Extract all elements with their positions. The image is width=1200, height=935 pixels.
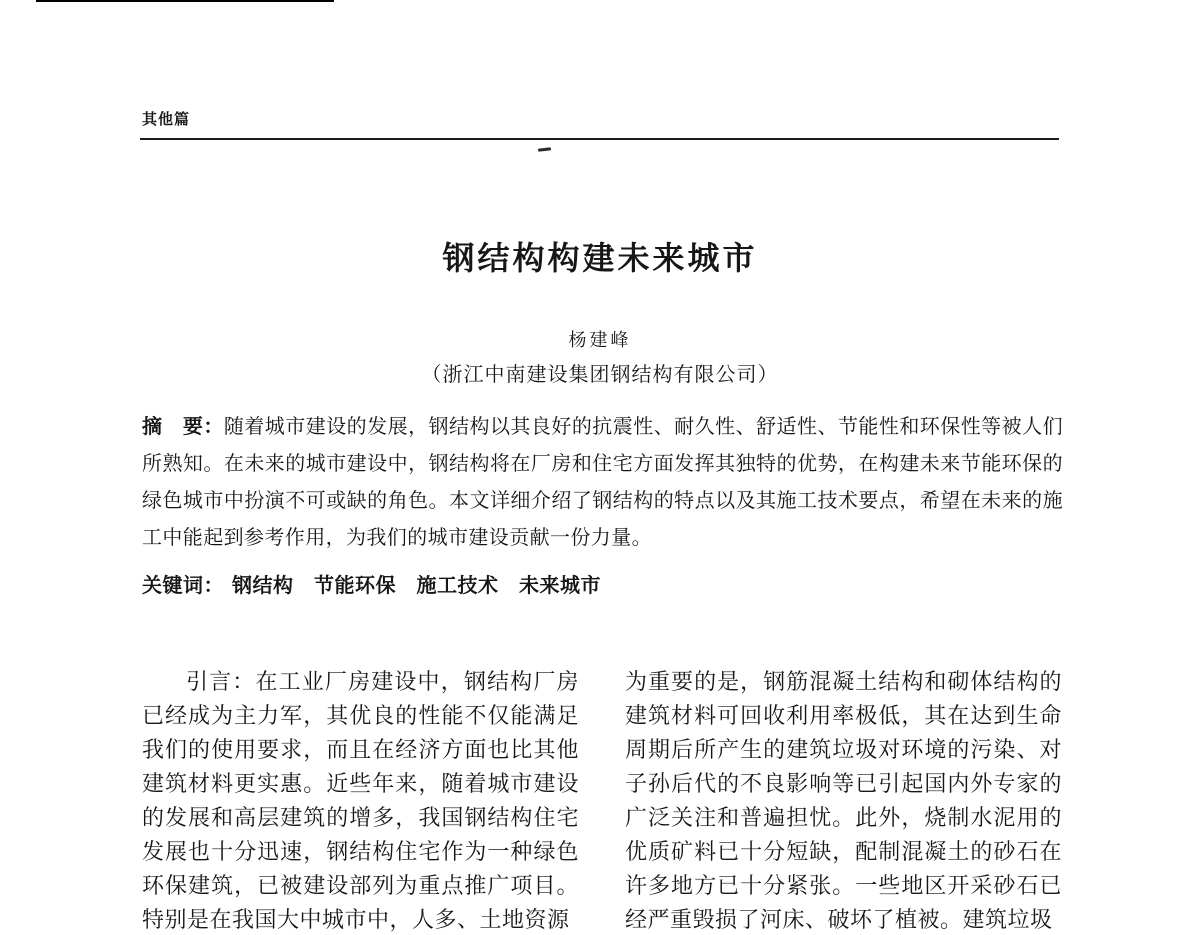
scan-artifact-smudge (538, 147, 551, 151)
abstract-block (142, 409, 1063, 557)
body-columns (142, 665, 1063, 935)
body-left-column (142, 665, 579, 935)
body-left-paragraph: 引言：在工业厂房建设中，钢结构厂房已经成为主力军，其优良的性能不仅能满足我们的使用要求，而且在经济方面也比其他建筑材料更实惠。近些年来，随着城市建设的发展和高层建筑的增多，我国钢结构住宅发展也十分迅速，钢结构住宅作为一种绿色环保建筑，已被建设部列为重点推广项目。特别是在我国大中城市中，人多、土地资源 (142, 669, 579, 932)
author-name: 杨建峰 (568, 330, 632, 350)
paper-title: 钢结构构建未来城市 (442, 240, 758, 276)
body-right-paragraph: 为重要的是，钢筋混凝土结构和砌体结构的建筑材料可回收利用率极低，其在达到生命周期后所产生的建筑垃圾对环境的污染、对子孙后代的不良影响等已引起国内外专家的广泛关注和普遍担忧。此外，烧制水泥用的优质矿料已十分短缺，配制混凝土的砂石在许多地方已十分紧张。一些地区开采砂石已经严重毁损了河床、破坏了植被。建筑垃圾 (625, 669, 1062, 932)
abstract-text: 随着城市建设的发展，钢结构以其良好的抗震性、耐久性、舒适性、节能性和环保性等被人们所熟知。在未来的城市建设中，钢结构将在厂房和住宅方面发挥其独特的优势，在构建未来节能环保的绿色城市中扮演不可或缺的角色。本文详细介绍了钢结构的特点以及其施工技术要点，希望在未来的施工中能起到参考作用，为我们的城市建设贡献一份力量。 (142, 416, 1063, 549)
header-rule (140, 138, 1059, 140)
keywords-block (142, 569, 1063, 598)
keywords-label: 关键词： (142, 575, 224, 597)
abstract-label: 摘 要： (142, 416, 224, 438)
scan-artifact-top-edge (36, 0, 334, 2)
body-right-column (625, 665, 1062, 935)
keywords-terms: 钢结构 节能环保 施工技术 未来城市 (232, 575, 601, 597)
section-label: 其他篇 (142, 111, 191, 128)
author-affiliation: （浙江中南建设集团钢结构有限公司） (421, 364, 779, 386)
